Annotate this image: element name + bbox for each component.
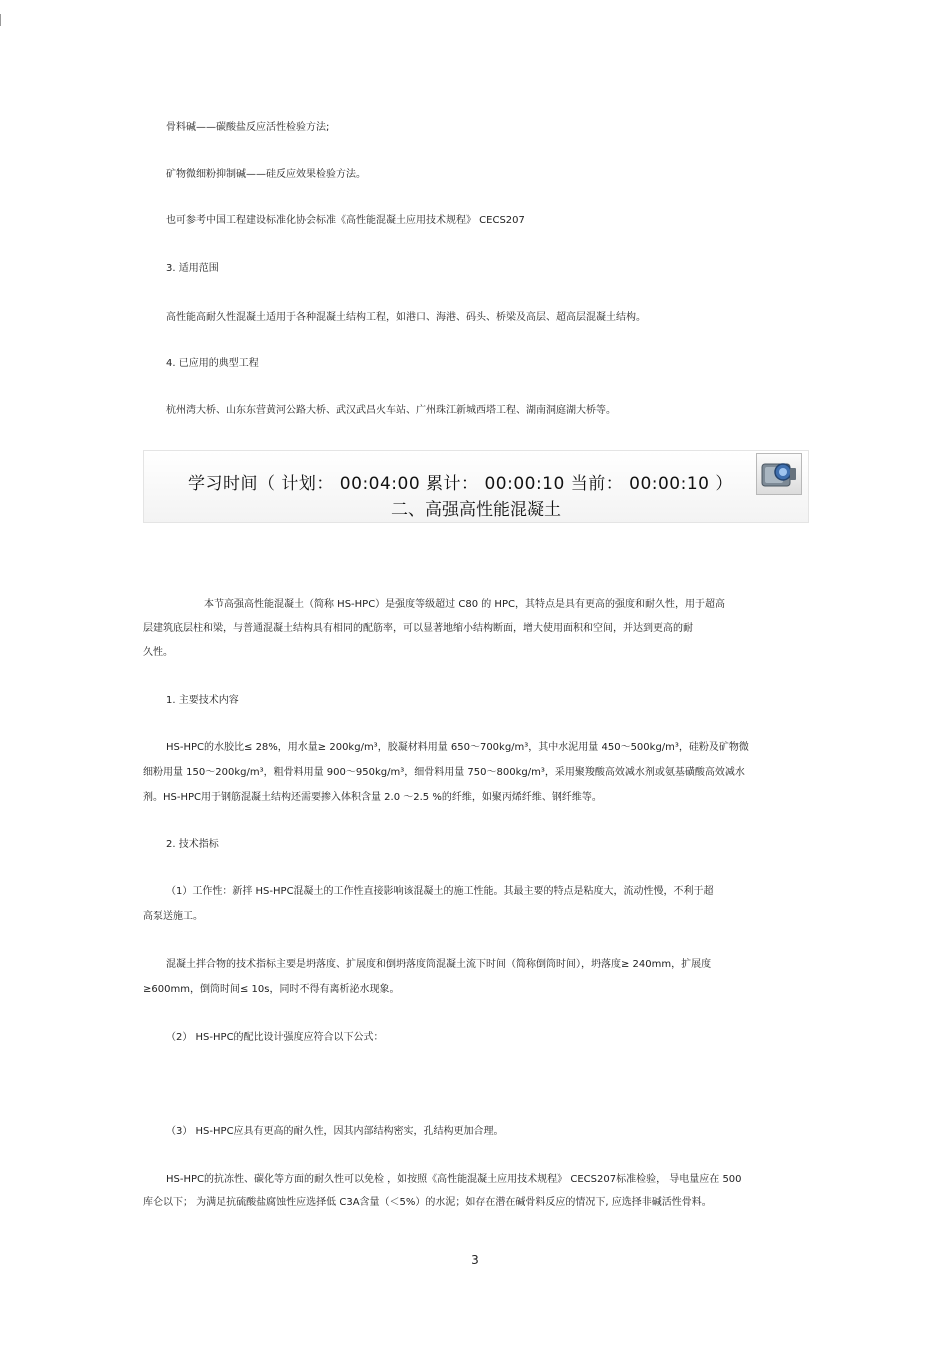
- durability-line-2: 库仑以下； 为满足抗硫酸盐腐蚀性应选择低 C3A含量（＜5%）的水泥；如存在潜在碱骨料反应的情况下, 应选择非碱活性骨料。: [143, 1197, 712, 1208]
- section-title: 二、高强高性能混凝土: [391, 500, 561, 520]
- durability-heading: （3） HS-HPC应具有更高的耐久性，因其内部结构密实，孔结构更加合理。: [166, 1126, 504, 1137]
- slump-line-2: ≥600mm，倒筒时间≤ 10s，同时不得有离析泌水现象。: [143, 984, 400, 995]
- workability-line-1: （1）工作性：新拌 HS-HPC混凝土的工作性直接影响该混凝土的施工性能。其最主要的特点是粘度大，流动性慢，不利于超: [166, 886, 714, 897]
- intro-line-1: 本节高强高性能混凝土（简称 HS-HPC）是强度等级超过 C80 的 HPC，其特点是具有更高的强度和耐久性，用于超高: [204, 599, 725, 610]
- intro-line-3: 久性。: [143, 647, 173, 658]
- content-line-3: 剂。HS-HPC用于钢筋混凝土结构还需要掺入体积含量 2.0 ～2.5 %的纤维，如聚丙烯纤维、钢纤维等。: [143, 792, 602, 803]
- paragraph-scope: 高性能高耐久性混凝土适用于各种混凝土结构工程，如港口、海港、码头、桥梁及高层、超高层混凝土结构。: [166, 312, 646, 323]
- page-number: 3: [471, 1253, 479, 1267]
- mix-design-text: （2） HS-HPC的配比设计强度应符合以下公式：: [166, 1032, 384, 1043]
- study-time-text: 学习时间（ 计划： 00:04:00 累计： 00:00:10 当前： 00:00:10 ）: [188, 474, 733, 494]
- workability-line-2: 高泵送施工。: [143, 911, 203, 922]
- heading-technical-indicators: 2. 技术指标: [166, 839, 219, 850]
- paragraph-aggregate-carbonate: 骨料碱——碳酸盐反应活性检验方法;: [166, 122, 330, 133]
- paragraph-typical-projects: 杭州湾大桥、山东东营黄河公路大桥、武汉武昌火车站、广州珠江新城西塔工程、湖南洞庭湖大桥等。: [166, 405, 616, 416]
- slump-line-1: 混凝土拌合物的技术指标主要是坍落度、扩展度和倒坍落度筒混凝土流下时间（简称倒筒时间），坍落度≥ 240mm，扩展度: [166, 959, 712, 970]
- heading-typical-projects: 4. 已应用的典型工程: [166, 358, 259, 369]
- durability-line-1: HS-HPC的抗冻性、碳化等方面的耐久性可以免检 ，如按照《高性能混凝土应用技术规程》 CECS207标准检验， 导电量应在 500: [166, 1174, 742, 1185]
- paragraph-reference-standard: 也可参考中国工程建设标准化协会标准《高性能混凝土应用技术规程》 CECS207: [166, 215, 525, 226]
- content-line-2: 细粉用量 150～200kg/m³，粗骨料用量 900～950kg/m³，细骨料用量 750～800kg/m³，采用聚羧酸高效减水剂或氨基磺酸高效减水: [143, 767, 745, 778]
- camera-icon[interactable]: [756, 453, 802, 495]
- page-edge-mark: [0, 14, 1, 26]
- content-line-1: HS-HPC的水胶比≤ 28%，用水量≥ 200kg/m³，胶凝材料用量 650～700kg/m³，其中水泥用量 450～500kg/m³，硅粉及矿物微: [166, 742, 749, 753]
- heading-main-content: 1. 主要技术内容: [166, 695, 239, 706]
- paragraph-mineral-powder: 矿物微细粉抑制碱——硅反应效果检验方法。: [166, 169, 366, 180]
- heading-scope: 3. 适用范围: [166, 263, 219, 274]
- intro-line-2: 层建筑底层柱和梁，与普通混凝土结构具有相同的配筋率，可以显著地缩小结构断面，增大使用面积和空间，并达到更高的耐: [143, 623, 693, 634]
- study-time-banner: [143, 450, 809, 523]
